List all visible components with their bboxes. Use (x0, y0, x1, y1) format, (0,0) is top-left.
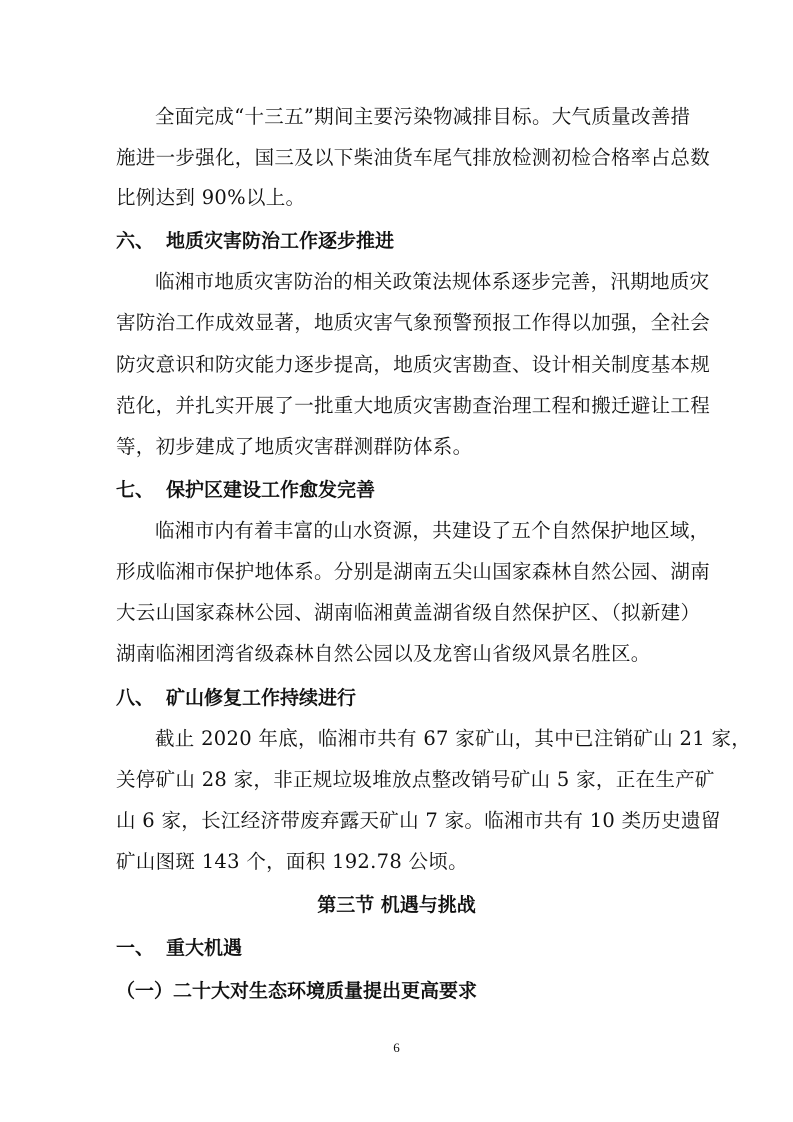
paragraph-line: 临湘市内有着丰富的山水资源，共建设了五个自然保护地区域， (155, 519, 710, 542)
paragraph-line: 湖南临湘团湾省级森林自然公园以及龙窖山省级风景名胜区。 (116, 642, 651, 665)
heading-number: 七、 (116, 479, 155, 501)
paragraph-line: 比例达到 90%以上。 (116, 186, 306, 209)
paragraph-line: 大云山国家森林公园、湖南临湘黄盖湖省级自然保护区、（拟新建） (116, 601, 701, 624)
paragraph-line: 防灾意识和防灾能力逐步提高，地质灾害勘查、设计相关制度基本规 (116, 353, 711, 376)
heading-number: 六、 (116, 230, 155, 252)
paragraph-line: 害防治工作成效显著，地质灾害气象预警预报工作得以加强，全社会 (116, 311, 711, 334)
paragraph-line: 施进一步强化，国三及以下柴油货车尾气排放检测初检合格率占总数 (116, 146, 711, 169)
paragraph-line: 临湘市地质灾害防治的相关政策法规体系逐步完善，汛期地质灾 (155, 270, 710, 293)
section-heading (116, 686, 356, 710)
paragraph-line: 关停矿山 28 家，非正规垃圾堆放点整改销号矿山 5 家，正在生产矿 (116, 768, 715, 791)
paragraph-line: 截止 2020 年底，临湘市共有 67 家矿山，其中已注销矿山 21 家， (155, 727, 752, 750)
section-heading (116, 478, 375, 502)
section-heading (116, 936, 242, 960)
paragraph-line: 矿山图斑 143 个，面积 192.78 公顷。 (116, 850, 468, 873)
heading-text: 保护区建设工作愈发完善 (166, 479, 376, 501)
paragraph-line: 形成临湘市保护地体系。分别是湖南五尖山国家森林自然公园、湖南 (116, 560, 711, 583)
subsection-heading: （一）二十大对生态环境质量提出更高要求 (116, 980, 478, 1002)
heading-text: 地质灾害防治工作逐步推进 (166, 230, 395, 252)
section-heading (116, 229, 394, 253)
heading-text: 矿山修复工作持续进行 (166, 687, 357, 709)
paragraph-line: 等，初步建成了地质灾害群测群防体系。 (116, 435, 473, 458)
paragraph-line: 全面完成“十三五”期间主要污染物减排目标。大气质量改善措 (155, 105, 691, 128)
heading-text: 重大机遇 (166, 937, 243, 959)
section-title: 第三节 机遇与挑战 (317, 894, 476, 916)
heading-number: 八、 (116, 687, 155, 709)
page-number: 6 (393, 1040, 400, 1055)
paragraph-line: 山 6 家，长江经济带废弃露天矿山 7 家。临湘市共有 10 类历史遗留 (116, 809, 721, 832)
heading-number: 一、 (116, 937, 155, 959)
paragraph-line: 范化，并扎实开展了一批重大地质灾害勘查治理工程和搬迁避让工程 (116, 394, 711, 417)
